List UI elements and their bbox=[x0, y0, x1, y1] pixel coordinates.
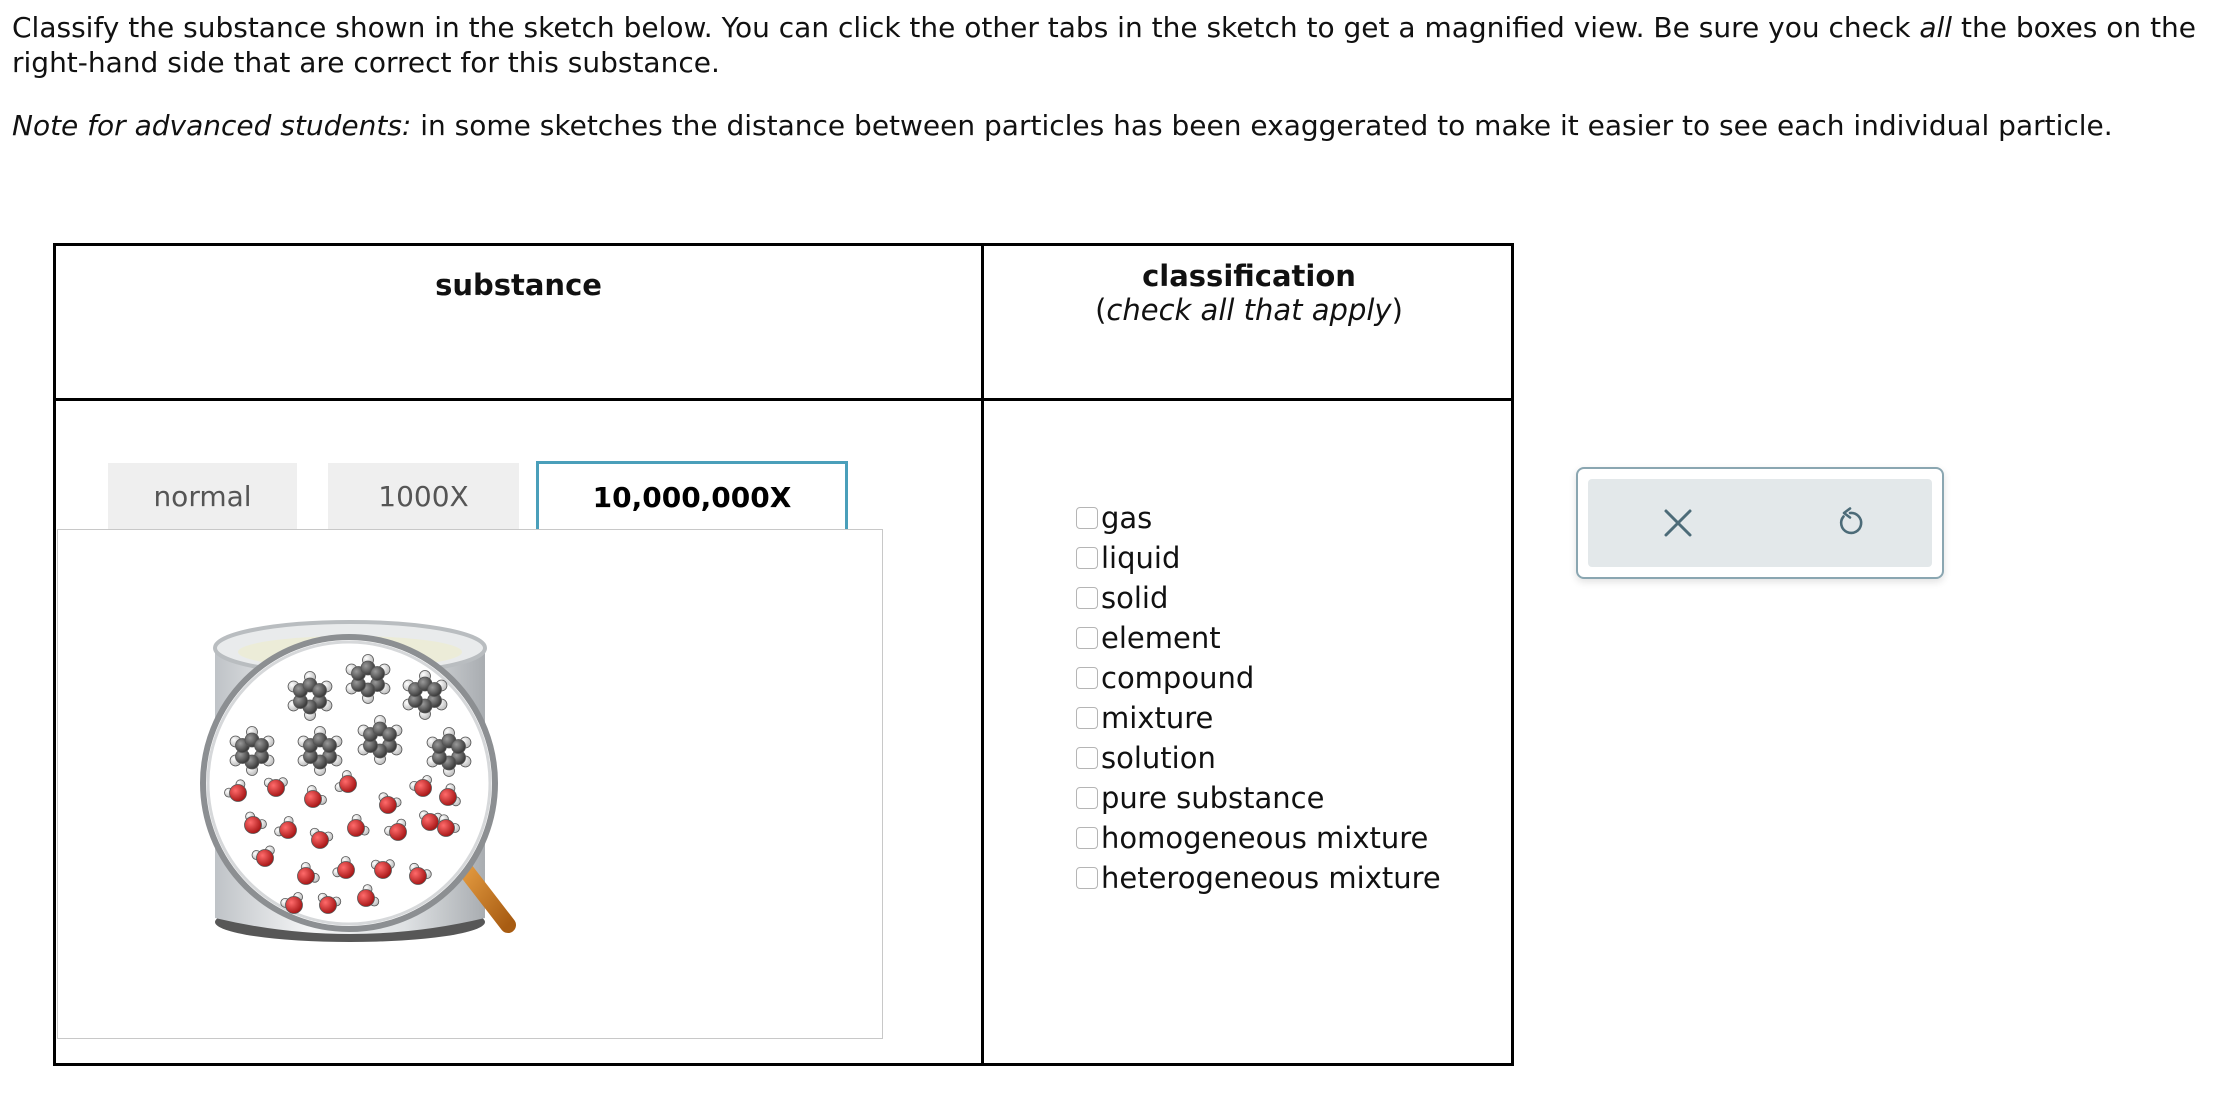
option-liquid: liquid bbox=[1076, 538, 1441, 578]
checkbox-mixture[interactable] bbox=[1076, 707, 1098, 729]
checkbox-element[interactable] bbox=[1076, 627, 1098, 649]
checkbox-homogeneous-mixture[interactable] bbox=[1076, 827, 1098, 849]
classification-subtitle: (check all that apply) bbox=[1095, 293, 1403, 327]
checkbox-gas[interactable] bbox=[1076, 507, 1098, 529]
option-element: element bbox=[1076, 618, 1441, 658]
checkbox-pure-substance[interactable] bbox=[1076, 787, 1098, 809]
header-divider bbox=[56, 398, 1511, 401]
option-mixture: mixture bbox=[1076, 698, 1441, 738]
option-compound: compound bbox=[1076, 658, 1441, 698]
oxygen-atom bbox=[245, 817, 262, 834]
option-homogeneous-mixture: homogeneous mixture bbox=[1076, 818, 1441, 858]
oxygen-atom bbox=[348, 820, 365, 837]
oxygen-atom bbox=[415, 780, 432, 797]
classification-table bbox=[53, 243, 1514, 1066]
classification-options bbox=[1076, 498, 1441, 898]
oxygen-atom bbox=[338, 862, 355, 879]
oxygen-atom bbox=[230, 785, 247, 802]
oxygen-atom bbox=[375, 862, 392, 879]
oxygen-atom bbox=[422, 814, 439, 831]
checkbox-liquid[interactable] bbox=[1076, 547, 1098, 569]
oxygen-atom bbox=[268, 780, 285, 797]
carbon-atom bbox=[313, 684, 327, 698]
option-pure-substance: pure substance bbox=[1076, 778, 1441, 818]
classification-header bbox=[984, 259, 1514, 327]
answer-actions-bar bbox=[1588, 479, 1932, 567]
oxygen-atom bbox=[312, 832, 329, 849]
option-heterogeneous-mixture: heterogeneous mixture bbox=[1076, 858, 1441, 898]
carbon-atom bbox=[323, 739, 337, 753]
magnified-beaker-illustration bbox=[58, 530, 884, 1040]
option-gas: gas bbox=[1076, 498, 1441, 538]
advanced-note: Note for advanced students: in some sketches the distance between particles has been exaggerated to make it easier to see each individual particle. bbox=[12, 109, 2113, 142]
oxygen-atom bbox=[257, 850, 274, 867]
substance-sketch bbox=[57, 529, 883, 1039]
oxygen-atom bbox=[298, 868, 315, 885]
option-solution: solution bbox=[1076, 738, 1441, 778]
option-solid: solid bbox=[1076, 578, 1441, 618]
oxygen-atom bbox=[340, 776, 357, 793]
carbon-atom bbox=[428, 683, 442, 697]
oxygen-atom bbox=[380, 797, 397, 814]
checkbox-solution[interactable] bbox=[1076, 747, 1098, 769]
clear-button[interactable] bbox=[1618, 479, 1738, 567]
carbon-atom bbox=[371, 667, 385, 681]
oxygen-atom bbox=[438, 820, 455, 837]
tab-10000000x[interactable]: 10,000,000X bbox=[536, 461, 848, 533]
undo-icon bbox=[1833, 506, 1867, 540]
instructions bbox=[12, 10, 2222, 143]
column-divider bbox=[981, 246, 984, 1063]
oxygen-atom bbox=[305, 791, 322, 808]
answer-actions-panel bbox=[1576, 467, 1944, 579]
carbon-atom bbox=[452, 740, 466, 754]
checkbox-solid[interactable] bbox=[1076, 587, 1098, 609]
undo-button[interactable] bbox=[1790, 479, 1910, 567]
tab-1000x[interactable]: 1000X bbox=[328, 463, 519, 529]
carbon-atom bbox=[255, 739, 269, 753]
substance-header: substance bbox=[435, 268, 602, 302]
oxygen-atom bbox=[286, 897, 303, 914]
oxygen-atom bbox=[280, 822, 297, 839]
oxygen-atom bbox=[390, 824, 407, 841]
oxygen-atom bbox=[410, 868, 427, 885]
close-icon bbox=[1661, 506, 1695, 540]
carbon-atom bbox=[383, 728, 397, 742]
checkbox-heterogeneous-mixture[interactable] bbox=[1076, 867, 1098, 889]
tab-normal[interactable]: normal bbox=[108, 463, 297, 529]
instruction-text: Classify the substance shown in the sketch below. You can click the other tabs in the sketch to get a magnified view. Be sure you check all the boxes on the right-hand side that are correct for this substance. bbox=[12, 11, 2197, 79]
oxygen-atom bbox=[320, 897, 337, 914]
checkbox-compound[interactable] bbox=[1076, 667, 1098, 689]
classification-title: classification bbox=[1142, 259, 1356, 293]
oxygen-atom bbox=[440, 789, 457, 806]
oxygen-atom bbox=[358, 890, 375, 907]
